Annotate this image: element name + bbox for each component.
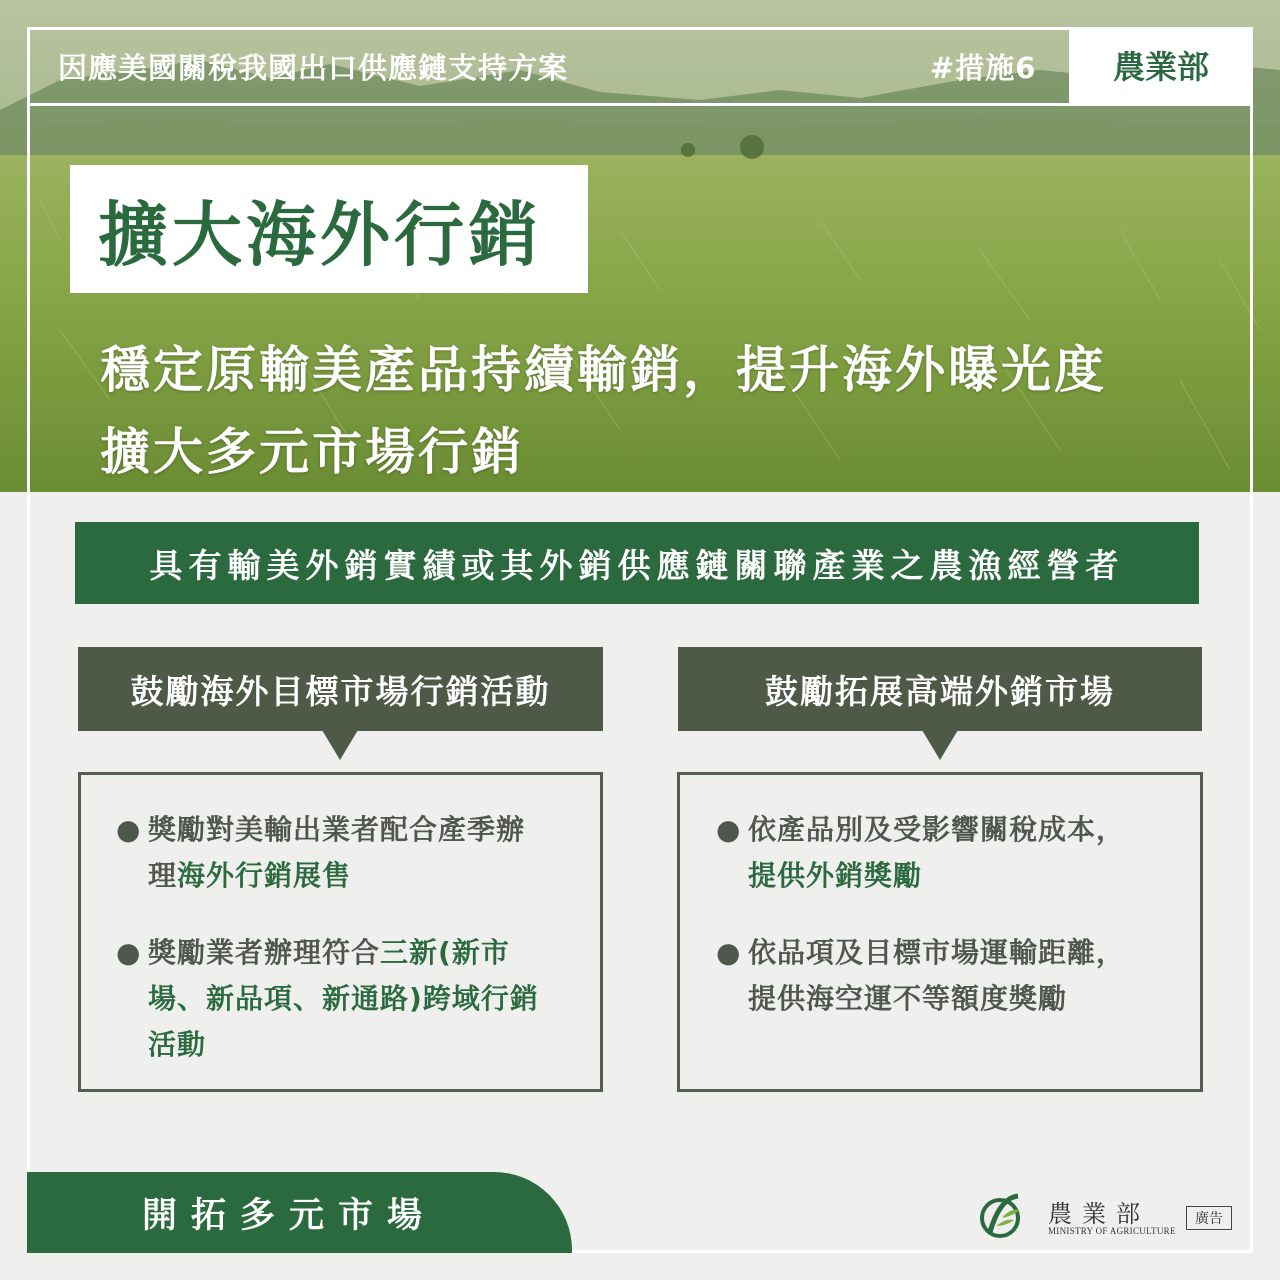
bullet-dot-icon: ● — [116, 936, 142, 969]
ad-label: 廣告 — [1195, 1211, 1223, 1227]
footer-tab — [27, 1172, 572, 1253]
main-title-box — [70, 165, 588, 293]
pointer-arrow-icon — [322, 730, 358, 760]
logo-english-name: MINISTRY OF AGRICULTURE — [1048, 1226, 1176, 1236]
category-heading-label: 鼓勵拓展高端外銷市場 — [765, 671, 1115, 711]
highlight-text: 場、新品項、新通路)跨域行銷 — [148, 982, 539, 1015]
agency-label: 農業部 — [1112, 48, 1209, 86]
bullet-dot-icon: ● — [716, 936, 742, 969]
target-audience-text: 具有輸美外銷實績或其外銷供應鏈關聯產業之農漁經營者 — [149, 545, 1125, 585]
bullet-item: ● 獎勵業者辦理符合三新(新市 場、新品項、新通路)跨域行銷 活動 — [148, 930, 578, 1068]
program-title: 因應美國關稅我國出口供應鏈支持方案 — [58, 51, 569, 85]
bullet-dot-icon: ● — [116, 813, 142, 846]
category-heading-overseas-marketing — [78, 647, 603, 731]
bullet-item: ● 依產品別及受影響關稅成本， 提供外銷獎勵 — [748, 807, 1178, 899]
bullet-dot-icon: ● — [716, 813, 742, 846]
measure-tag: #措施6 — [930, 51, 1037, 85]
highlight-text: 活動 — [148, 1028, 207, 1061]
bullet-item: ● 獎勵對美輸出業者配合產季辦 理海外行銷展售 — [148, 807, 578, 899]
header-divider — [27, 103, 1253, 106]
category-heading-high-end-markets — [678, 647, 1202, 731]
ad-label-badge — [1186, 1206, 1232, 1230]
logo-name: 農業部 — [1048, 1200, 1150, 1228]
pointer-arrow-icon — [922, 730, 958, 760]
bullet-item: ● 依品項及目標市場運輸距離， 提供海空運不等額度獎勵 — [748, 930, 1178, 1022]
highlight-text: 三新(新市 — [380, 936, 510, 969]
target-audience-bar — [75, 522, 1199, 604]
category-heading-label: 鼓勵海外目標市場行銷活動 — [130, 671, 551, 711]
main-title: 擴大海外行銷 — [98, 193, 542, 276]
subtitle-line-2: 擴大多元市場行銷 — [100, 423, 524, 481]
agency-badge — [1069, 27, 1253, 103]
footer-tab-label: 開拓多元市場 — [142, 1195, 437, 1236]
highlight-text: 提供外銷獎勵 — [748, 859, 923, 892]
highlight-text: 海外行銷展售 — [177, 859, 352, 892]
subtitle-line-1: 穩定原輸美產品持續輸銷，提升海外曝光度 — [100, 341, 1107, 399]
